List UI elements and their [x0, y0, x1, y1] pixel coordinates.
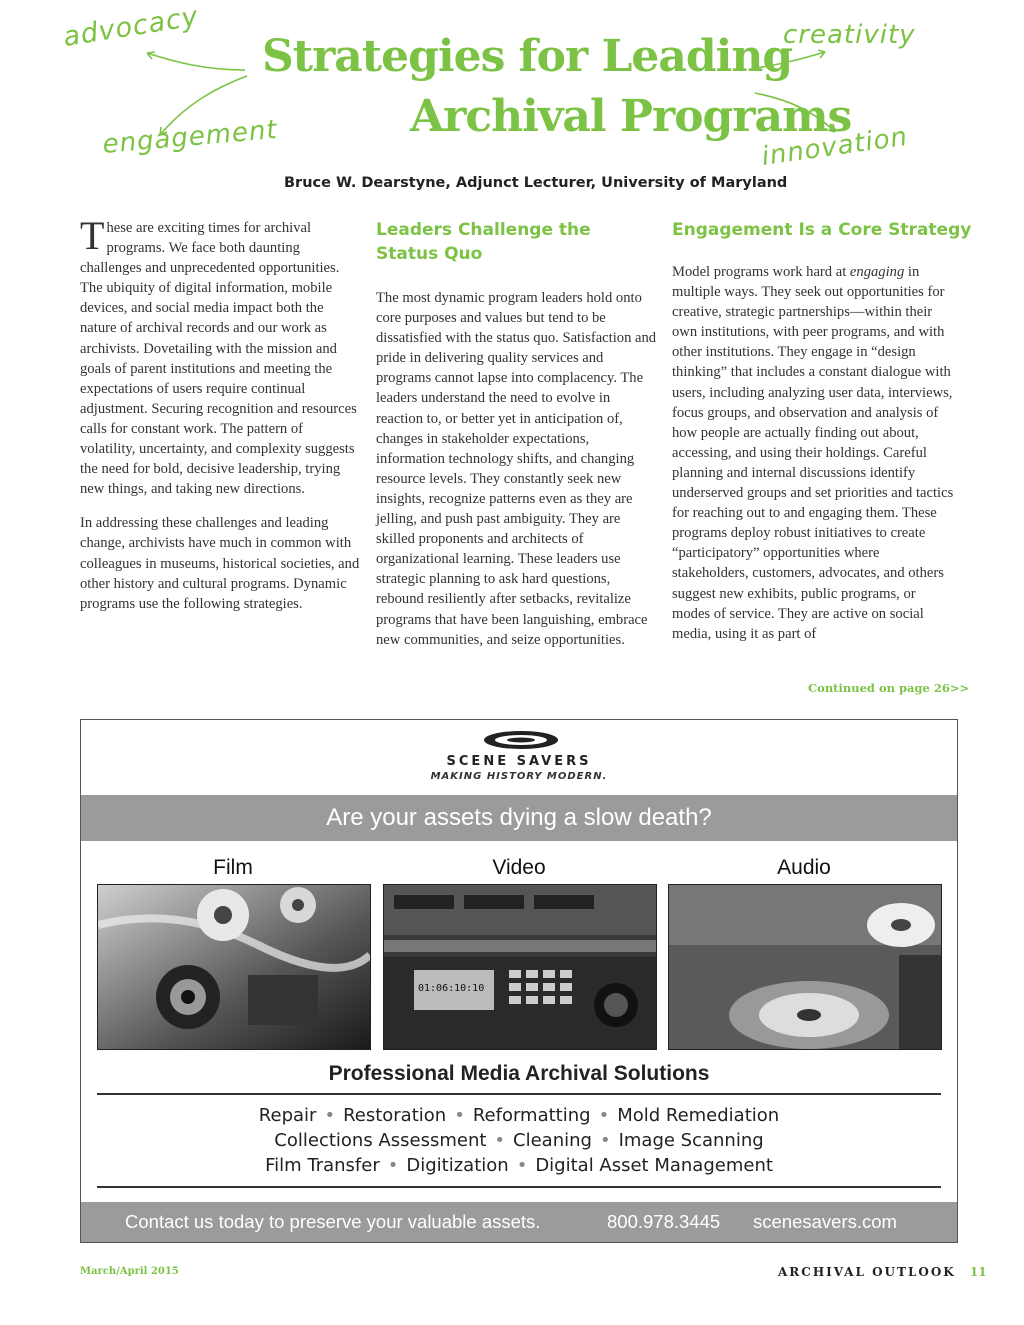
- dropcap: T: [80, 213, 105, 258]
- divider: [97, 1186, 941, 1188]
- page-title-line2: Archival Programs: [410, 91, 852, 142]
- tag-advocacy: advocacy: [61, 1, 201, 54]
- category-film: Film: [213, 856, 253, 879]
- divider: [97, 1093, 941, 1095]
- tag-creativity: creativity: [783, 20, 916, 50]
- column-2: [376, 218, 658, 664]
- section-heading: Engagement Is a Core Strategy: [672, 220, 972, 240]
- page-title-line1: Strategies for Leading: [262, 31, 793, 82]
- scene-savers-logo-icon: [481, 728, 561, 752]
- paragraph: The most dynamic program leaders hold onto core purposes and values but tend to be dissatisfied with the status quo. Satisfaction and pride in delivering quality services and programs cannot lapse into complacency. The leaders understand the need to evolve in reaction to, or better yet in anticipation of, changes in stakeholder expectations, information technology shifts, and changing resource levels. They constantly seek new insights, recognize patterns even as they are jelling, and push past ambiguity. They are skilled proponents and architects of organizational learning. These leaders use strategic planning to ask hard questions, rebound resiliently after setbacks, revitalize programs that have been languishing, embrace new communities, and seize opportunities.: [376, 290, 657, 648]
- tag-innovation: innovation: [759, 121, 910, 172]
- ad-contact-bar: [81, 1202, 957, 1242]
- tag-engagement: engagement: [101, 114, 279, 160]
- continued-link[interactable]: Continued on page 26>>: [808, 681, 970, 695]
- column-3: [672, 218, 972, 706]
- ad-headline: Professional Media Archival Solutions: [328, 1062, 710, 1085]
- video-photo: [383, 884, 657, 1050]
- phone-number[interactable]: 800.978.3445: [607, 1211, 721, 1232]
- magazine-name: ARCHIVAL OUTLOOK 11: [778, 1265, 987, 1279]
- category-video: Video: [492, 856, 546, 879]
- advertisement: [80, 719, 958, 1243]
- website-link[interactable]: scenesavers.com: [753, 1211, 897, 1232]
- video-deck-icon: [384, 885, 656, 1049]
- reel-to-reel-icon: [669, 885, 941, 1049]
- section-heading: Leaders Challenge the Status Quo: [376, 220, 591, 264]
- logo-tagline: MAKING HISTORY MODERN.: [430, 771, 608, 782]
- paragraph: Model programs work hard at engaging in multiple ways. They seek out opportunities for creative, strategic partnerships—within their own institutions, with peer programs, and with other institutions. They engage in “design thinking” that includes a constant dialogue with users, including analyzing user data, interviews, focus groups, and observation and analysis of how people are actually finding out about, accessing, and using their holdings. Careful planning and internal discussions identify underserved groups and set priorities and tactics for reaching out to and engaging them. These programs deploy robust initiatives to create “participatory” opportunities where stakeholders, customers, advocates, and others suggest new exhibits, public programs, or modes of service. They are active on social media, using it as part of: [672, 264, 954, 642]
- services-row-2: Collections Assessment • Cleaning • Image Scanning: [274, 1130, 764, 1151]
- ad-banner: Are your assets dying a slow death?: [81, 795, 957, 841]
- film-reel-icon: [98, 885, 370, 1049]
- issue-date: March/April 2015: [80, 1266, 179, 1277]
- logo-name: SCENE SAVERS: [446, 754, 592, 769]
- page-number: 11: [969, 1265, 987, 1279]
- column-1: [80, 213, 362, 628]
- category-audio: Audio: [777, 856, 831, 879]
- audio-photo: [668, 884, 942, 1050]
- services-row-3: Film Transfer • Digitization • Digital Asset Management: [265, 1155, 773, 1176]
- contact-text: Contact us today to preserve your valuable assets.: [125, 1211, 541, 1232]
- byline: Bruce W. Dearstyne, Adjunct Lecturer, University of Maryland: [284, 175, 788, 191]
- paragraph: In addressing these challenges and leading change, archivists have much in common with colleagues in museums, historical societies, and other history and cultural programs. Dynamic programs use the following strategies.: [80, 515, 360, 612]
- intro-paragraph: [80, 213, 362, 499]
- film-photo: [97, 884, 371, 1050]
- emphasis: engaging: [849, 264, 905, 280]
- intro-text: hese are exciting times for archival programs. We face both daunting challenges and unprecedented opportunities. The ubiquity of digital information, mobile devices, and social media impact both the nature of archival records and our work as archivists. Dovetailing with the mission and goals of parent institutions and meeting the expectations of users require continual adjustment. Securing recognition and resources calls for constant work. The pattern of volatility, uncertainty, and complexity suggests the need for bold, decisive leadership, trying new things, and taking new directions.: [80, 220, 357, 498]
- services-row-1: Repair • Restoration • Reformatting • Mold Remediation: [258, 1105, 780, 1126]
- video-display: 01:06:10:10: [418, 983, 485, 994]
